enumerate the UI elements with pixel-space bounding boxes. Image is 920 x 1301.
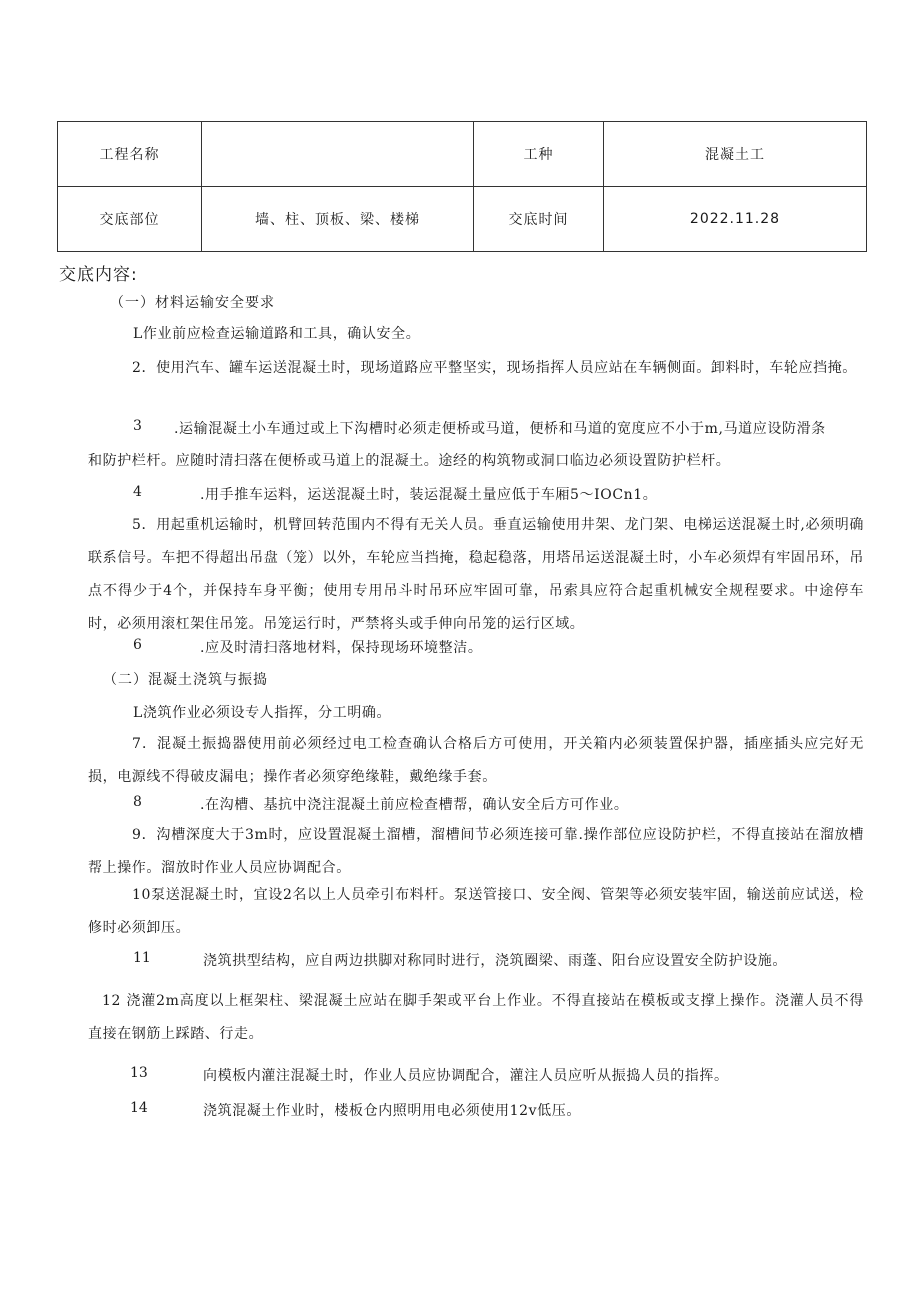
briefing-location-label: 交底部位 — [58, 187, 202, 252]
section-1-item-3-line-1: .运输混凝土小车通过或上下沟槽时必须走便桥或马道，便桥和马道的宽度应不小于m,马道应设防滑条 — [174, 421, 826, 437]
table-row — [58, 122, 867, 187]
section-2-item-9: 9．沟槽深度大于3m时，应设置混凝土溜槽，溜槽间节必须连接可靠.操作部位应设防护栏，不得直接站在溜放槽帮上操作。溜放时作业人员应协调配合。 — [88, 827, 864, 876]
section-1-item-3-line-2: 和防护栏杆。应随时清扫落在便桥或马道上的混凝土。途经的构筑物或洞口临边必须设置防护栏杆。 — [88, 453, 731, 469]
section-2-item-1: L浇筑作业必须设专人指挥，分工明确。 — [133, 705, 392, 721]
info-table — [57, 121, 867, 252]
project-name-value — [202, 122, 474, 187]
briefing-time-label: 交底时间 — [474, 187, 604, 252]
project-name-label: 工程名称 — [58, 122, 202, 187]
section-2-item-10: 10泵送混凝土时，宜设2名以上人员牵引布料杆。泵送管接口、安全阀、管架等必须安装牢固，输送前应试送，检修时必须卸压。 — [88, 887, 864, 936]
table-row — [58, 187, 867, 252]
section-1-item-6-text: .应及时清扫落地材料，保持现场环境整洁。 — [200, 640, 483, 656]
briefing-location-value: 墙、柱、顶板、梁、楼梯 — [202, 187, 474, 252]
section-2-item-11-text: 浇筑拱型结构，应自两边拱脚对称同时进行，浇筑圈梁、雨蓬、阳台应设置安全防护设施。 — [203, 953, 787, 969]
section-2-item-11-number: 11 — [133, 950, 151, 966]
content-title: 交底内容: — [59, 265, 138, 285]
section-2-item-8-text: .在沟槽、基抗中浇注混凝土前应检查槽帮，确认安全后方可作业。 — [200, 797, 629, 813]
briefing-time-value: 2022.11.28 — [604, 187, 867, 252]
section-2-item-13-text: 向模板内灌注混凝土时，作业人员应协调配合，灌注人员应听从振捣人员的指挥。 — [203, 1068, 729, 1084]
section-2-item-14-text: 浇筑混凝土作业时，楼板仓内照明用电必须使用12v低压。 — [203, 1103, 581, 1119]
work-type-label: 工种 — [474, 122, 604, 187]
section-1-item-6-number: 6 — [133, 637, 142, 653]
section-1-heading: （一）材料运输安全要求 — [110, 295, 275, 311]
section-2-item-13-number: 13 — [130, 1065, 148, 1081]
section-1-item-5: 5．用起重机运输时，机臂回转范围内不得有无关人员。垂直运输使用井架、龙门架、电梯运送混凝土时,必须明确联系信号。车把不得超出吊盘（笼）以外，车轮应当挡掩，稳起稳落，用塔吊运送混凝土时，小车必须焊有牢固吊环，吊点不得少于4个，并保持车身平衡；使用专用吊斗时吊环应牢固可靠，吊索具应符合起重机械安全规程要求。中途停车时，必须用滚杠架住吊笼。吊笼运行时，严禁将头或手伸向吊笼的运行区域。 — [88, 517, 864, 632]
section-1-item-1: L作业前应检查运输道路和工具，确认安全。 — [133, 326, 421, 342]
work-type-value: 混凝土工 — [604, 122, 867, 187]
section-2-item-14-number: 14 — [130, 1100, 148, 1116]
section-1-item-3-number: 3 — [133, 418, 142, 434]
section-2-item-7: 7．混凝土振捣器使用前必须经过电工检查确认合格后方可使用，开关箱内必须装置保护器，插座插头应完好无损，电源线不得破皮漏电；操作者必须穿绝缘鞋，戴绝缘手套。 — [88, 736, 864, 785]
section-1-item-4-number: 4 — [133, 484, 142, 500]
section-2-item-12: 12 浇灌2m高度以上框架柱、梁混凝土应站在脚手架或平台上作业。不得直接站在模板或支撑上操作。浇灌人员不得直接在钢筋上踩踏、行走。 — [88, 993, 864, 1042]
section-2-item-8-number: 8 — [133, 794, 142, 810]
section-1-item-2: 2．使用汽车、罐车运送混凝土时，现场道路应平整坚实，现场指挥人员应站在车辆侧面。卸料时，车轮应挡掩。 — [132, 360, 857, 376]
section-2-heading: （二）混凝土浇筑与振捣 — [103, 672, 268, 688]
section-1-item-4-text: .用手推车运料，运送混凝土时，装运混凝土量应低于车厢5～IOCn1。 — [200, 487, 658, 503]
